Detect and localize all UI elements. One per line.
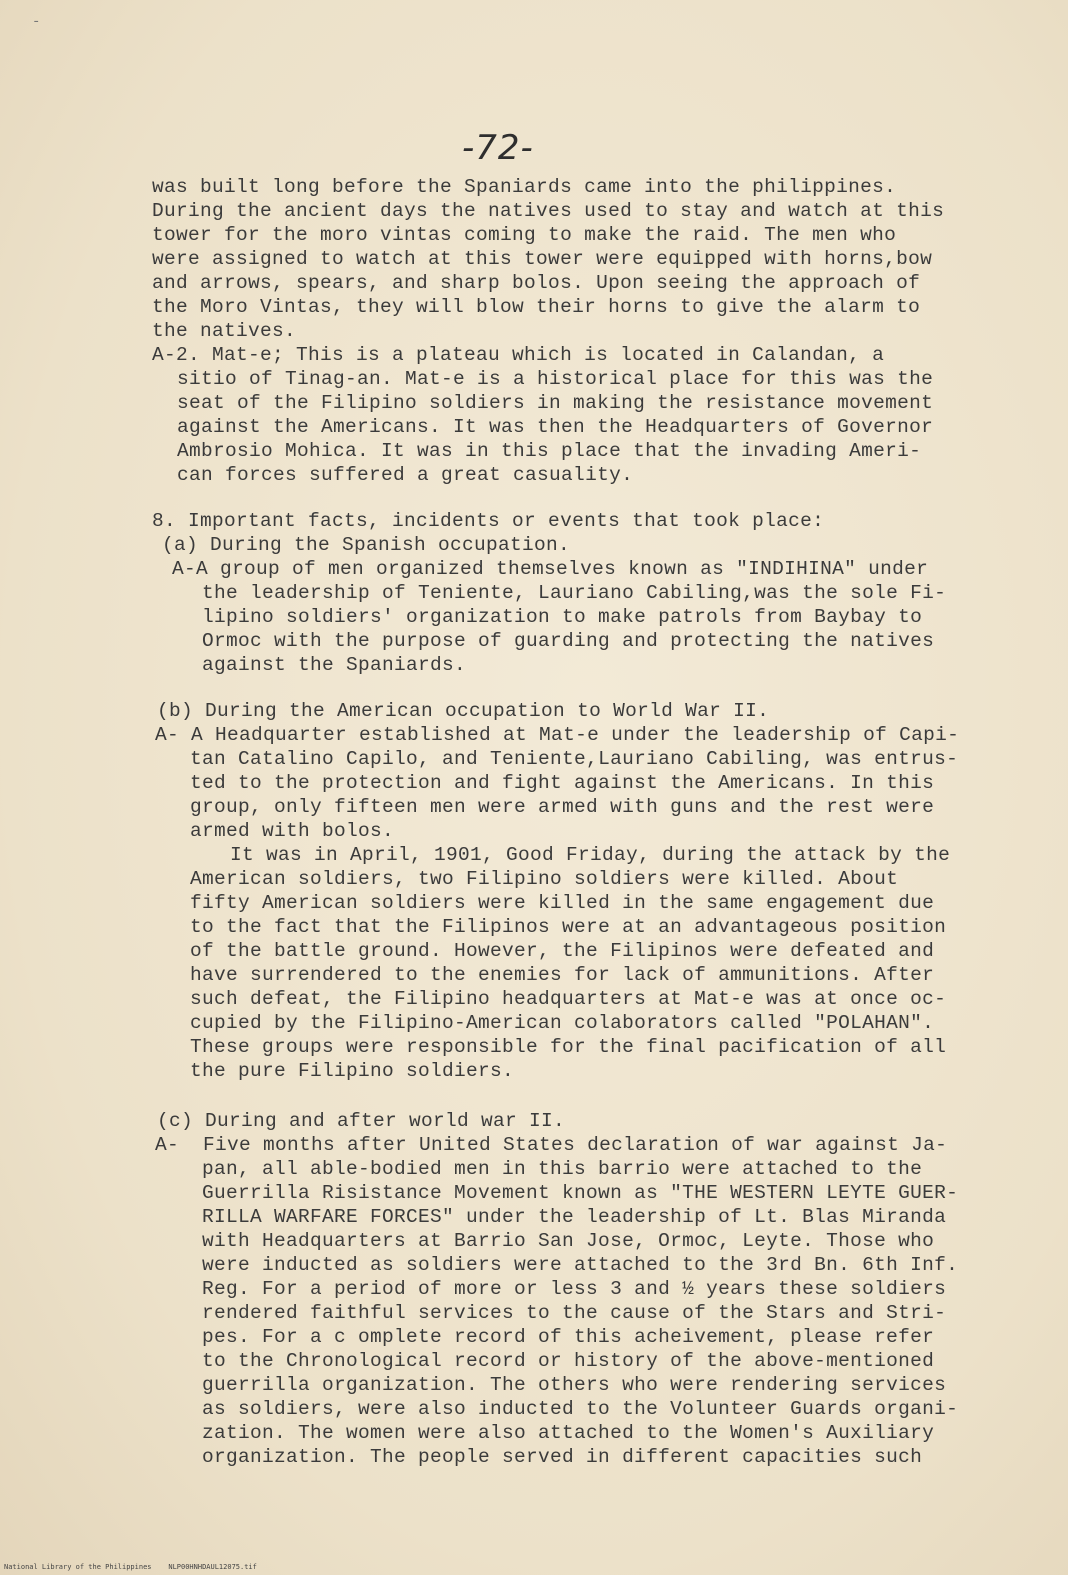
text-line: lipino soldiers' organization to make patrols from Baybay to xyxy=(202,606,923,628)
text-line: A- Five months after United States declaration of war against Ja- xyxy=(155,1134,948,1156)
text-line: have surrendered to the enemies for lack of ammunitions. After xyxy=(190,964,935,986)
text-line: can forces suffered a great casuality. xyxy=(177,464,634,486)
text-line: with Headquarters at Barrio San Jose, Ormoc, Leyte. Those who xyxy=(202,1230,935,1252)
text-line: against the Spaniards. xyxy=(202,654,467,676)
text-line: Ambrosio Mohica. It was in this place that the invading Ameri- xyxy=(177,440,922,462)
text-line: It was in April, 1901, Good Friday, during the attack by the xyxy=(230,844,951,866)
archive-footer: National Library of the Philippines NLP00HNHDAUL12075.tif xyxy=(4,1563,257,1571)
text-line: seat of the Filipino soldiers in making the resistance movement xyxy=(177,392,934,414)
text-line: During the ancient days the natives used to stay and watch at this xyxy=(152,200,945,222)
corner-mark: - xyxy=(32,14,41,30)
text-line: zation. The women were also attached to the Women's Auxiliary xyxy=(202,1422,935,1444)
text-line: RILLA WARFARE FORCES" under the leadership of Lt. Blas Miranda xyxy=(202,1206,947,1228)
text-line: A-A group of men organized themselves known as "INDIHINA" under xyxy=(172,558,929,580)
text-line: against the Americans. It was then the Headquarters of Governor xyxy=(177,416,934,438)
text-line: and arrows, spears, and sharp bolos. Upon seeing the approach of xyxy=(152,272,921,294)
text-line: armed with bolos. xyxy=(190,820,395,842)
subsection-heading: (c) During and after world war II. xyxy=(157,1110,566,1132)
text-line: the pure Filipino soldiers. xyxy=(190,1060,515,1082)
text-line: These groups were responsible for the final pacification of all xyxy=(190,1036,947,1058)
text-line: were assigned to watch at this tower were equipped with horns,bow xyxy=(152,248,933,270)
text-line: to the Chronological record or history of the above-mentioned xyxy=(202,1350,935,1372)
text-line: American soldiers, two Filipino soldiers were killed. About xyxy=(190,868,899,890)
text-line: the natives. xyxy=(152,320,297,342)
text-line: group, only fifteen men were armed with guns and the rest were xyxy=(190,796,935,818)
text-line: of the battle ground. However, the Filipinos were defeated and xyxy=(190,940,935,962)
page-number: -72- xyxy=(462,128,534,168)
text-line: the leadership of Teniente, Lauriano Cabiling,was the sole Fi- xyxy=(202,582,947,604)
text-line: ted to the protection and fight against the Americans. In this xyxy=(190,772,935,794)
subsection-heading: (a) During the Spanish occupation. xyxy=(162,534,571,556)
text-line: the Moro Vintas, they will blow their horns to give the alarm to xyxy=(152,296,921,318)
text-line: guerrilla organization. The others who were rendering services xyxy=(202,1374,947,1396)
text-line: sitio of Tinag-an. Mat-e is a historical place for this was the xyxy=(177,368,934,390)
section-heading: 8. Important facts, incidents or events that took place: xyxy=(152,510,825,532)
text-line: were inducted as soldiers were attached to the 3rd Bn. 6th Inf. xyxy=(202,1254,959,1276)
text-line: pes. For a c omplete record of this acheivement, please refer xyxy=(202,1326,935,1348)
subsection-heading: (b) During the American occupation to World War II. xyxy=(157,700,770,722)
text-line: was built long before the Spaniards came into the philippines. xyxy=(152,176,897,198)
text-line: A-2. Mat-e; This is a plateau which is located in Calandan, a xyxy=(152,344,885,366)
text-line: rendered faithful services to the cause of the Stars and Stri- xyxy=(202,1302,947,1324)
text-line: Guerrilla Risistance Movement known as "THE WESTERN LEYTE GUER- xyxy=(202,1182,959,1204)
text-line: tan Catalino Capilo, and Teniente,Lauriano Cabiling, was entrus- xyxy=(190,748,959,770)
text-line: to the fact that the Filipinos were at an advantageous position xyxy=(190,916,947,938)
text-line: such defeat, the Filipino headquarters at Mat-e was at once oc- xyxy=(190,988,947,1010)
text-line: Ormoc with the purpose of guarding and protecting the natives xyxy=(202,630,935,652)
text-line: pan, all able-bodied men in this barrio were attached to the xyxy=(202,1158,923,1180)
text-line: tower for the moro vintas coming to make the raid. The men who xyxy=(152,224,897,246)
text-line: organization. The people served in different capacities such xyxy=(202,1446,923,1468)
text-line: cupied by the Filipino-American colaborators called "POLAHAN". xyxy=(190,1012,935,1034)
text-line: Reg. For a period of more or less 3 and ½ years these soldiers xyxy=(202,1278,947,1300)
text-line: fifty American soldiers were killed in the same engagement due xyxy=(190,892,935,914)
text-line: as soldiers, were also inducted to the Volunteer Guards organi- xyxy=(202,1398,959,1420)
text-line: A- A Headquarter established at Mat-e under the leadership of Capi- xyxy=(155,724,960,746)
